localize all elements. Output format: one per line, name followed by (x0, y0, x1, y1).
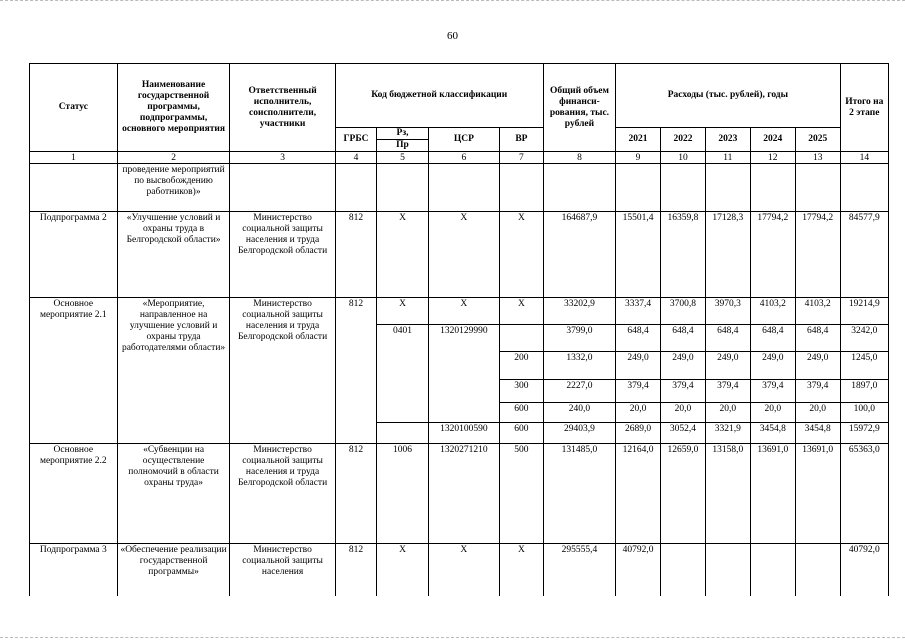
cell-itogo: 84577,9 (840, 212, 888, 298)
cell-total: 240,0 (543, 403, 615, 423)
cell-vr: 600 (499, 403, 543, 423)
table-row-subprogram-2 (30, 212, 889, 298)
cell-csr: Х (428, 544, 499, 596)
column-index: 1 (30, 152, 118, 164)
cell-2021: 15501,4 (616, 212, 661, 298)
column-index: 2 (117, 152, 230, 164)
cell-itogo: 19214,9 (840, 298, 888, 325)
cell-2022: 3052,4 (661, 423, 706, 444)
row-status: Основное мероприятие 2.2 (30, 444, 118, 544)
header-year: 2025 (795, 128, 840, 152)
cell-rz: 1006 (377, 444, 428, 544)
row-responsible: Министерство социальной защиты населения и труда Белгородской области (230, 444, 335, 544)
cell-vr: 200 (499, 352, 543, 380)
row-status: Подпрограмма 2 (30, 212, 118, 298)
column-index: 14 (840, 152, 888, 164)
cell-2024: 20,0 (750, 403, 795, 423)
cell-2025: 17794,2 (795, 212, 840, 298)
header-row (30, 64, 889, 128)
cell-2022: 379,4 (661, 380, 706, 403)
cell-itogo: 15972,9 (840, 423, 888, 444)
cell-rz: Х (377, 298, 428, 325)
cell-2022: 12659,0 (661, 444, 706, 544)
cell-total: 131485,0 (543, 444, 615, 544)
cell-2023: 3970,3 (705, 298, 750, 325)
header-csr: ЦСР (428, 128, 499, 152)
cell-2024: 648,4 (750, 325, 795, 352)
row-name: «Улучшение условий и охраны труда в Белгородской области» (117, 212, 230, 298)
cell-2023: 379,4 (705, 380, 750, 403)
cell-grbs: 812 (335, 544, 377, 596)
cell-2021: 12164,0 (616, 444, 661, 544)
cell-itogo: 100,0 (840, 403, 888, 423)
table-row-subprogram-3 (30, 544, 889, 596)
cell-grbs: 812 (335, 212, 377, 298)
column-index: 9 (616, 152, 661, 164)
cell-2022: 648,4 (661, 325, 706, 352)
cell-2025: 3454,8 (795, 423, 840, 444)
cell-2023: 17128,3 (705, 212, 750, 298)
cell-2022: 16359,8 (661, 212, 706, 298)
row-name: «Обеспечение реализации государственной программы» (117, 544, 230, 596)
row-responsible: Министерство социальной защиты населения и труда Белгородской области (230, 298, 335, 444)
cell-vr: 600 (499, 423, 543, 444)
cell-csr: 1320271210 (428, 444, 499, 544)
header-vr: ВР (499, 128, 543, 152)
cell-2023: 3321,9 (705, 423, 750, 444)
cell-total: 3799,0 (543, 325, 615, 352)
cell-total: 29403,9 (543, 423, 615, 444)
column-index: 7 (499, 152, 543, 164)
cell-total: 1332,0 (543, 352, 615, 380)
cell-vr: 300 (499, 380, 543, 403)
cell-2024: 379,4 (750, 380, 795, 403)
budget-table (29, 63, 889, 596)
cell-2025: 13691,0 (795, 444, 840, 544)
column-index: 8 (543, 152, 615, 164)
table-row-measure-2-1 (30, 298, 889, 325)
cell-vr: 500 (499, 444, 543, 544)
cell-2023: 20,0 (705, 403, 750, 423)
header-itogo: Итого на 2 этапе (840, 64, 888, 152)
cell-2024: 17794,2 (750, 212, 795, 298)
cell-2022: 20,0 (661, 403, 706, 423)
cell-total: 164687,9 (543, 212, 615, 298)
cell-vr: Х (499, 212, 543, 298)
cell-2022: 249,0 (661, 352, 706, 380)
row-responsible: Министерство социальной защиты населения и труда Белгородской области (230, 212, 335, 298)
cell-2025: 648,4 (795, 325, 840, 352)
cell-2025: 379,4 (795, 380, 840, 403)
cell-rz (377, 423, 428, 444)
column-index: 11 (705, 152, 750, 164)
cell-itogo: 3242,0 (840, 325, 888, 352)
header-year: 2022 (661, 128, 706, 152)
header-year: 2021 (616, 128, 661, 152)
column-index: 5 (377, 152, 428, 164)
cell-vr: Х (499, 544, 543, 596)
cell-total: 295555,4 (543, 544, 615, 596)
cell-csr: Х (428, 298, 499, 325)
cell-csr: Х (428, 212, 499, 298)
cell-2025: 249,0 (795, 352, 840, 380)
cell-2023: 13158,0 (705, 444, 750, 544)
cell-2024: 13691,0 (750, 444, 795, 544)
cell-2022: 3700,8 (661, 298, 706, 325)
cell-2021: 249,0 (616, 352, 661, 380)
column-index: 4 (335, 152, 377, 164)
header-pr: Пр (396, 140, 409, 150)
cell-2025: 4103,2 (795, 298, 840, 325)
header-rz-pr (377, 128, 428, 152)
cell-2024: 4103,2 (750, 298, 795, 325)
cell-2021: 3337,4 (616, 298, 661, 325)
cell-itogo: 1897,0 (840, 380, 888, 403)
row-name: «Мероприятие, направленное на улучшение условий и охраны труда работодателями области» (117, 298, 230, 444)
header-name: Наименование государственной программы, подпрограммы, основного мероприятия (117, 64, 230, 152)
cell-rz: Х (377, 212, 428, 298)
column-index: 10 (661, 152, 706, 164)
cell-2021: 379,4 (616, 380, 661, 403)
cell-grbs: 812 (335, 298, 377, 444)
cell-vr (499, 325, 543, 352)
row-status: Основное мероприятие 2.1 (30, 298, 118, 444)
cell-rz: 0401 (377, 325, 428, 423)
header-year: 2024 (750, 128, 795, 152)
header-status: Статус (30, 64, 118, 152)
cell-total: 33202,9 (543, 298, 615, 325)
row-status: Подпрограмма 3 (30, 544, 118, 596)
header-year: 2023 (705, 128, 750, 152)
table-row-measure-2-2 (30, 444, 889, 544)
cell-grbs: 812 (335, 444, 377, 544)
column-index: 6 (428, 152, 499, 164)
cell-2021: 40792,0 (616, 544, 661, 596)
cell-2021: 648,4 (616, 325, 661, 352)
header-rz: Рз, (377, 128, 427, 140)
header-responsible: Ответственный исполнитель, соисполнители, участники (230, 64, 335, 152)
cell-2024: 3454,8 (750, 423, 795, 444)
cell-2021: 20,0 (616, 403, 661, 423)
cell-csr: 1320100590 (428, 423, 499, 444)
row-name: проведение мероприятий по высвобождению работников)» (117, 164, 230, 212)
cell-vr: Х (499, 298, 543, 325)
row-responsible: Министерство социальной защиты населения (230, 544, 335, 596)
column-index: 13 (795, 152, 840, 164)
cell-2021: 2689,0 (616, 423, 661, 444)
cell-2023: 648,4 (705, 325, 750, 352)
cell-total: 2227,0 (543, 380, 615, 403)
cell-2025: 20,0 (795, 403, 840, 423)
header-budget-code: Код бюджетной классификации (335, 64, 543, 128)
cell-itogo: 65363,0 (840, 444, 888, 544)
table-row-continuation (30, 164, 889, 212)
header-grbs: ГРБС (335, 128, 377, 152)
page-number: 60 (447, 30, 458, 42)
cell-2024: 249,0 (750, 352, 795, 380)
cell-itogo: 1245,0 (840, 352, 888, 380)
cell-rz: Х (377, 544, 428, 596)
header-expenses: Расходы (тыс. рублей), годы (616, 64, 841, 128)
column-index-row (30, 152, 889, 164)
header-total-volume: Общий объем финанси-рования, тыс. рублей (543, 64, 615, 152)
row-name: «Субвенции на осуществление полномочий в области охраны труда» (117, 444, 230, 544)
cell-2023: 249,0 (705, 352, 750, 380)
column-index: 3 (230, 152, 335, 164)
cell-itogo: 40792,0 (840, 544, 888, 596)
page-top-edge (0, 0, 905, 4)
column-index: 12 (750, 152, 795, 164)
cell-csr: 1320129990 (428, 325, 499, 423)
page-bottom-edge (0, 637, 905, 638)
